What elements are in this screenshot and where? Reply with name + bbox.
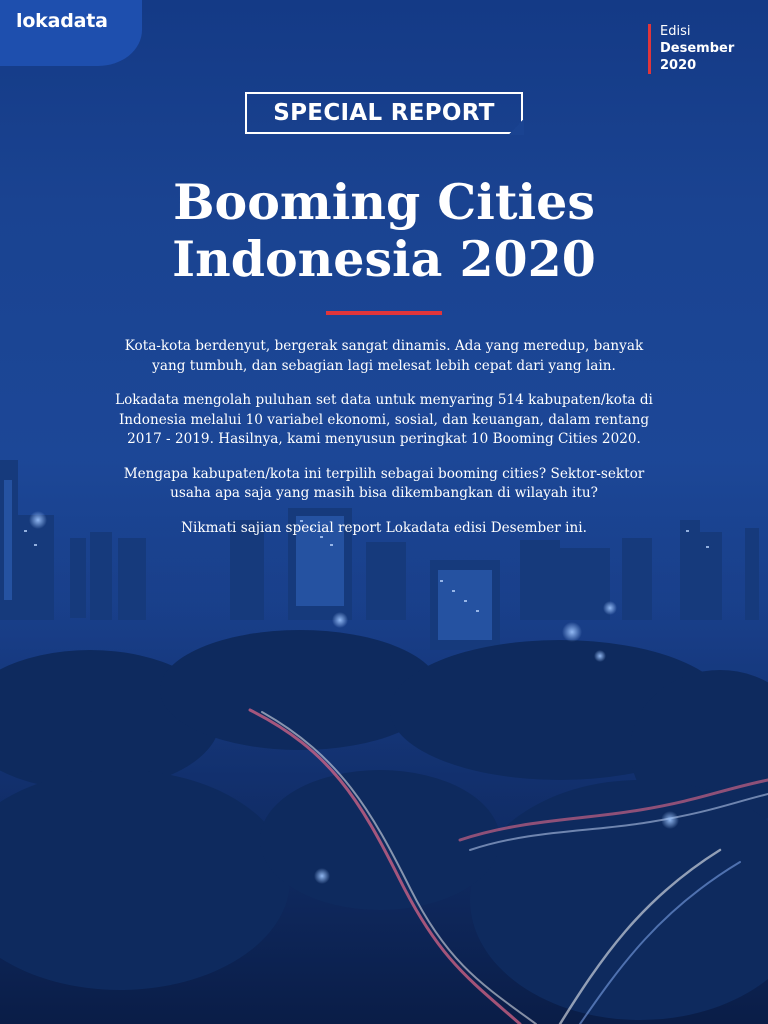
edition-block <box>648 24 734 74</box>
edition-label: Edisi <box>660 24 691 39</box>
special-report-text: SPECIAL REPORT <box>273 100 495 126</box>
intro-paragraph-2: Lokadata mengolah puluhan set data untuk menyaring 514 kabupaten/kota di Indonesia melalui 10 variabel ekonomi, sosial, dan keuangan, dalam rentang 2017 - 2019. Hasilnya, kami menyusun peringkat 10 Booming Cities 2020. <box>115 392 653 447</box>
intro-paragraph-3: Mengapa kabupaten/kota ini terpilih sebagai booming cities? Sektor-sektor usaha apa saja yang masih bisa dikembangkan di wilayah itu? <box>123 465 645 501</box>
badge-folded-corner <box>508 119 524 135</box>
edition-month: Desember <box>660 41 735 56</box>
page-title <box>0 174 768 288</box>
title-line-1: Booming Cities <box>173 173 595 231</box>
accent-divider <box>326 311 442 315</box>
edition-year: 2020 <box>660 58 697 73</box>
special-report-badge <box>245 92 523 134</box>
lokadata-logo[interactable]: lokadata <box>16 10 108 32</box>
intro-paragraph-4: Nikmati sajian special report Lokadata edisi Desember ini. <box>181 519 587 536</box>
title-line-2: Indonesia 2020 <box>172 230 596 288</box>
intro-text <box>114 337 654 553</box>
intro-paragraph-1: Kota-kota berdenyut, bergerak sangat dinamis. Ada yang meredup, banyak yang tumbuh, dan sebagian lagi melesat lebih cepat dari yang lain. <box>124 338 644 374</box>
